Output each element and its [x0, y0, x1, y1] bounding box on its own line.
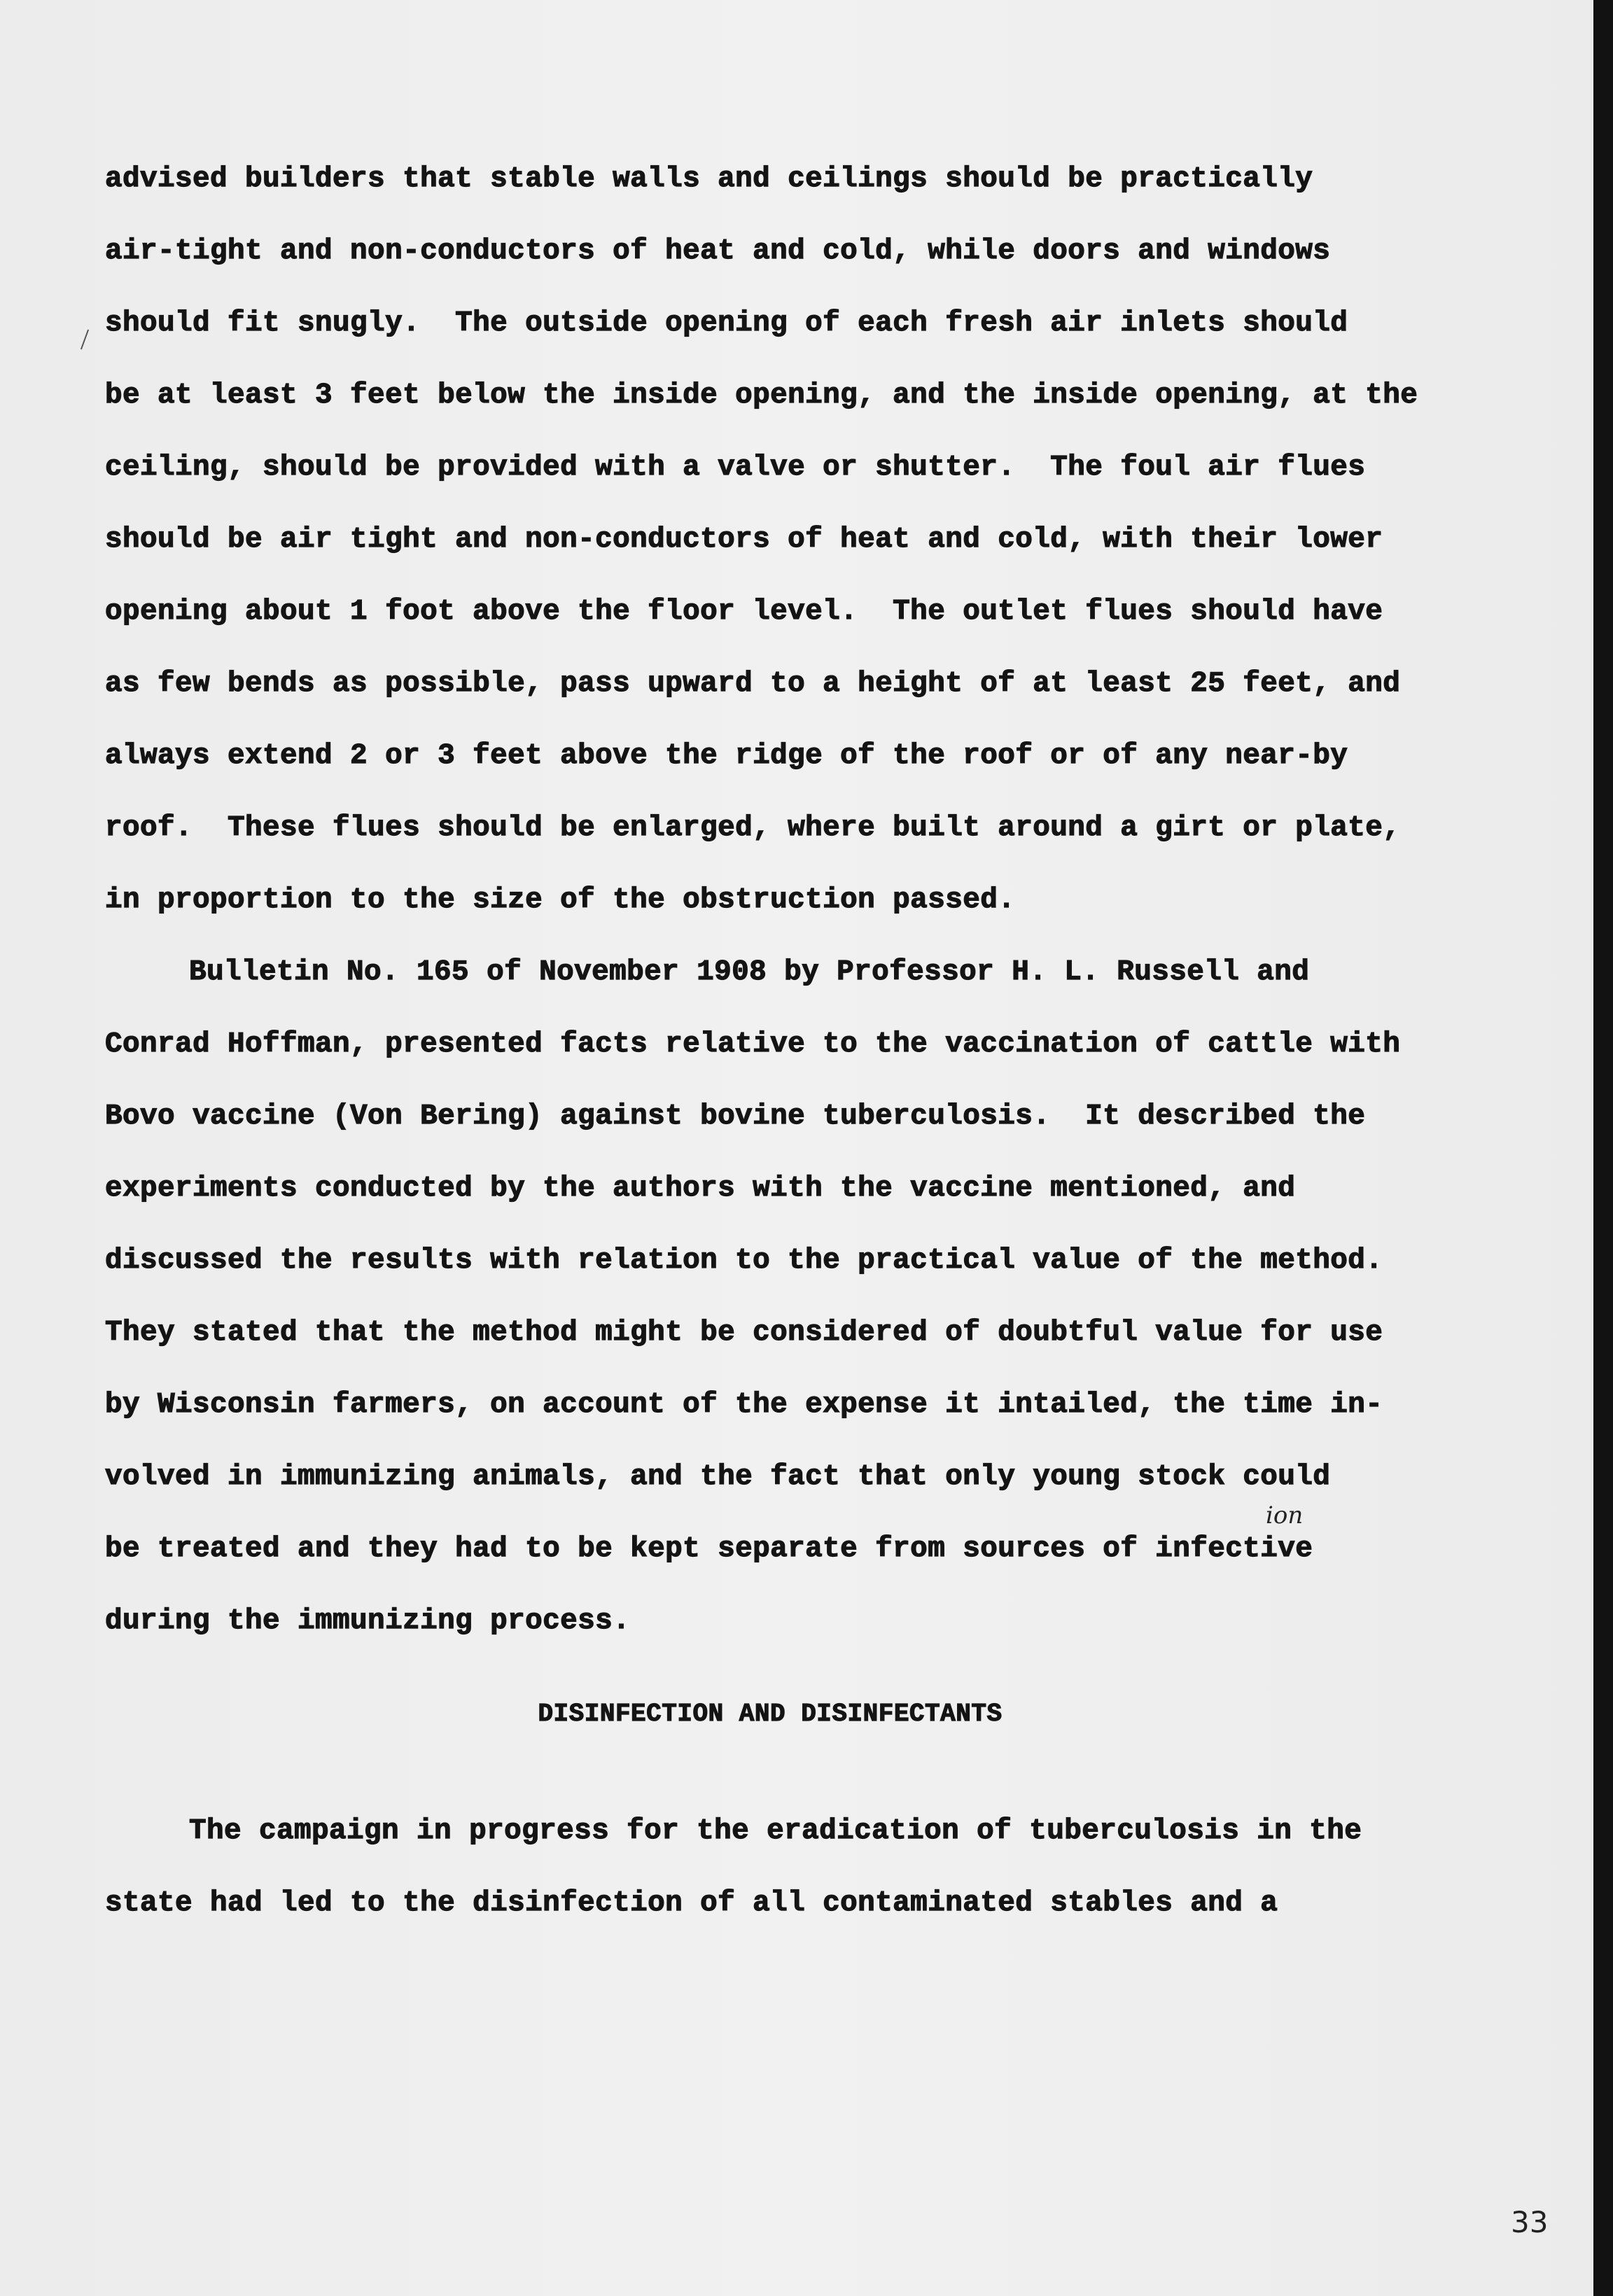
section-text	[105, 1795, 1400, 1940]
text-line: roof. These flues should be enlarged, where built around a girt or plate,	[105, 812, 1401, 844]
text-line: by Wisconsin farmers, on account of the expense it intailed, the time in-	[105, 1389, 1383, 1421]
text-line: in proportion to the size of the obstruction passed.	[105, 884, 1016, 916]
page-number: 33	[1511, 2205, 1549, 2239]
handwritten-correction: ion	[1266, 1502, 1304, 1530]
text-line: advised builders that stable walls and ceilings should be practically	[105, 163, 1313, 195]
text-line: should be air tight and non-conductors of heat and cold, with their lower	[105, 524, 1383, 556]
text-line: volved in immunizing animals, and the fact that only young stock could	[105, 1461, 1331, 1493]
text-line: be at least 3 feet below the inside opening, and the inside opening, at the	[105, 379, 1418, 412]
text-line: Bulletin No. 165 of November 1908 by Professor H. L. Russell and	[189, 956, 1310, 988]
text-line: discussed the results with relation to the practical value of the method.	[105, 1245, 1383, 1277]
text-line: as few bends as possible, pass upward to a height of at least 25 feet, and	[105, 668, 1401, 700]
text-line: ceiling, should be provided with a valve or shutter. The foul air flues	[105, 451, 1366, 484]
text-line: state had led to the disinfection of all contaminated stables and a	[105, 1887, 1278, 1919]
text-line: during the immunizing process.	[105, 1605, 631, 1637]
text-line: experiments conducted by the authors with the vaccine mentioned, and	[105, 1172, 1296, 1205]
text-line: Bovo vaccine (Von Bering) against bovine tuberculosis. It described the	[105, 1100, 1366, 1133]
text-line: should fit snugly. The outside opening of each fresh air inlets should	[105, 307, 1348, 340]
text-line: be treated and they had to be kept separate from sources of infective	[105, 1533, 1313, 1565]
text-line: always extend 2 or 3 feet above the ridge of the roof or of any near-by	[105, 740, 1348, 772]
text-line: Conrad Hoffman, presented facts relative to the vaccination of cattle with	[105, 1028, 1401, 1060]
text-line: opening about 1 foot above the floor level. The outlet flues should have	[105, 596, 1383, 628]
body-text	[105, 144, 1418, 1658]
text-line: air-tight and non-conductors of heat and cold, while doors and windows	[105, 235, 1331, 267]
text-line: The campaign in progress for the eradication of tuberculosis in the	[189, 1815, 1362, 1847]
scan-edge	[1593, 0, 1613, 2296]
text-line: They stated that the method might be considered of doubtful value for use	[105, 1317, 1383, 1349]
section-heading: DISINFECTION AND DISINFECTANTS	[538, 1700, 1003, 1728]
